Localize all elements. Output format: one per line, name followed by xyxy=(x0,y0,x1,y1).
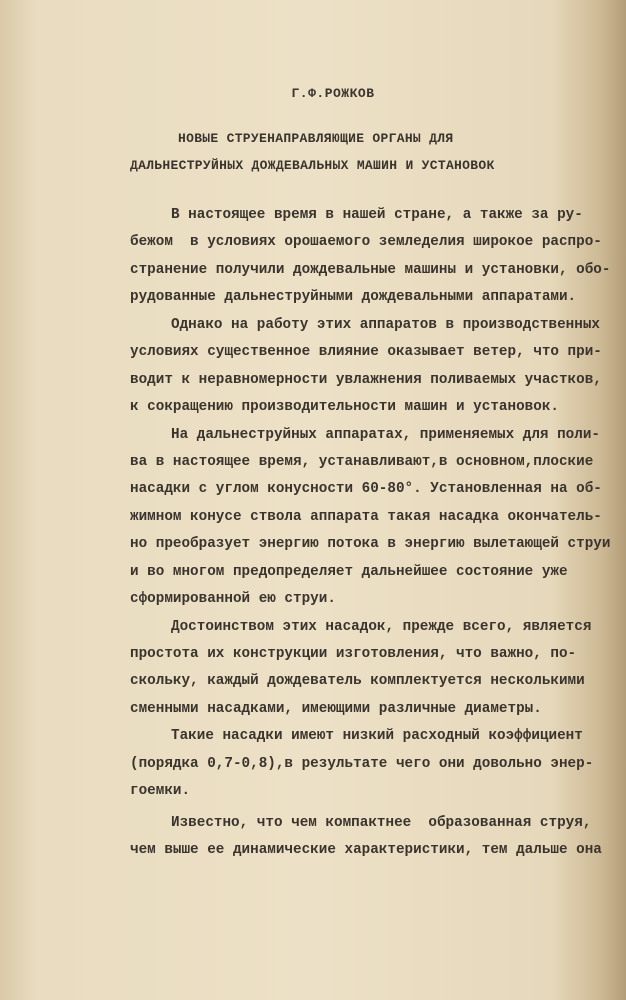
text-line: бежом в условиях орошаемого земледелия широкое распро- xyxy=(130,234,602,251)
body-text xyxy=(130,202,610,865)
text-line: условиях существенное влияние оказывает ветер, что при- xyxy=(130,344,602,361)
text-line: странение получили дождевальные машины и установки, обо- xyxy=(130,261,611,278)
text-line: сформированной ею струи. xyxy=(130,591,336,608)
text-line: (порядка 0,7-0,8),в результате чего они довольно энер- xyxy=(130,755,594,772)
title-line-1: НОВЫЕ СТРУЕНАПРАВЛЯЮЩИЕ ОРГАНЫ ДЛЯ xyxy=(178,131,454,146)
author-name: Г.Ф.РОЖКОВ xyxy=(291,86,375,101)
text-line: но преобразует энергию потока в энергию вылетающей струи xyxy=(130,536,611,553)
text-line: ва в настоящее время, устанавливают,в основном,плоские xyxy=(130,453,594,470)
text-line: скольку, каждый дождеватель комплектуется несколькими xyxy=(130,673,585,690)
text-line: сменными насадками, имеющими различные диаметры. xyxy=(130,700,542,717)
text-line: рудованные дальнеструйными дождевальными аппаратами. xyxy=(130,289,577,306)
text-line: В настоящее время в нашей стране, а также за ру- xyxy=(171,207,583,223)
text-line: жимном конусе ствола аппарата такая насадка окончатель- xyxy=(130,508,602,525)
text-line: и во многом предопределяет дальнейшее состояние уже xyxy=(130,563,568,580)
title-line-2: ДАЛЬНЕСТРУЙНЫХ ДОЖДЕВАЛЬНЫХ МАШИН И УСТАНОВОК xyxy=(130,158,495,173)
text-line: чем выше ее динамические характеристики, тем дальше она xyxy=(130,842,602,859)
text-line: Достоинством этих насадок, прежде всего, является xyxy=(171,618,592,635)
text-line: насадки с углом конусности 60-80°. Установленная на об- xyxy=(130,481,602,498)
text-line: Однако на работу этих аппаратов в производственных xyxy=(171,316,600,333)
text-line: Известно, что чем компактнее образованная струя, xyxy=(171,814,592,831)
text-line: к сокращению производительности машин и установок. xyxy=(130,399,559,416)
text-line: Такие насадки имеют низкий расходный коэффициент xyxy=(171,728,583,745)
text-line: простота их конструкции изготовления, что важно, по- xyxy=(130,646,577,662)
text-line: гоемки. xyxy=(130,783,191,800)
text-line: водит к неравномерности увлажнения поливаемых участков, xyxy=(130,371,602,388)
text-line: На дальнеструйных аппаратах, применяемых для поли- xyxy=(171,426,600,443)
